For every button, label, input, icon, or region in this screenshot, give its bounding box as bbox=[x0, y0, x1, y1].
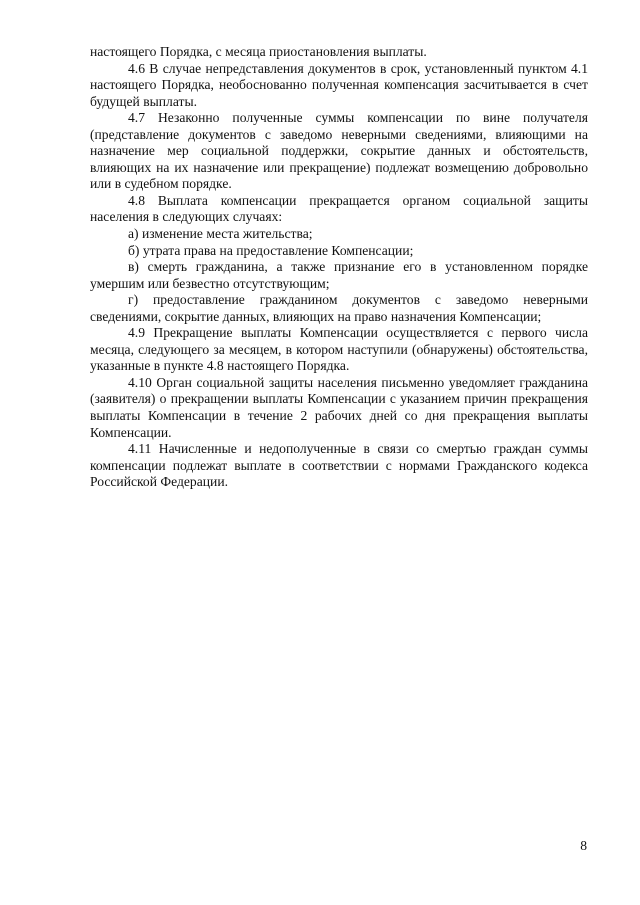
list-item-a: а) изменение места жительства; bbox=[128, 226, 313, 242]
paragraph-4-10: 4.10 Орган социальной защиты населения письменно уведомляет гражданина (заявителя) о прекращении выплаты Компенсации с указанием причин прекращения выплаты Компенсации в течение 2 рабочих дней со дня прекращения выплаты Компенсации. bbox=[90, 374, 588, 440]
paragraph-4-7: 4.7 Незаконно полученные суммы компенсации по вине получателя (представление документов с заведомо неверными сведениями, влияющими на назначение мер социальной поддержки, сокрытие данных и обстоятельств, влияющих на их назначение или прекращение) подлежат возмещению добровольно или в судебном порядке. bbox=[90, 110, 588, 192]
paragraph-4-11: 4.11 Начисленные и недополученные в связи со смертью граждан суммы компенсации подлежат выплате в соответствии с нормами Гражданского кодекса Российской Федерации. bbox=[90, 441, 588, 490]
paragraph-continuation: настоящего Порядка, с месяца приостановления выплаты. bbox=[90, 44, 427, 59]
list-item-b: б) утрата права на предоставление Компенсации; bbox=[128, 242, 414, 258]
page-number: 8 bbox=[580, 838, 587, 853]
list-item-v: в) смерть гражданина, а также признание его в установленном порядке умершим или безвестно отсутствующим; bbox=[90, 259, 588, 291]
document-body bbox=[90, 44, 588, 491]
list-item-g: г) предоставление гражданином документов с заведомо неверными сведениями, сокрытие данных, влияющих на право назначения Компенсации; bbox=[90, 292, 588, 324]
paragraph-4-6: 4.6 В случае непредставления документов в срок, установленный пунктом 4.1 настоящего Порядка, необоснованно полученная компенсация засчитывается в счет будущей выплаты. bbox=[90, 60, 588, 109]
paragraph-4-9: 4.9 Прекращение выплаты Компенсации осуществляется с первого числа месяца, следующего за месяцем, в котором наступили (обнаружены) обстоятельства, указанные в пункте 4.8 настоящего Порядка. bbox=[90, 325, 588, 374]
paragraph-4-8: 4.8 Выплата компенсации прекращается органом социальной защиты населения в следующих случаях: bbox=[90, 192, 588, 225]
